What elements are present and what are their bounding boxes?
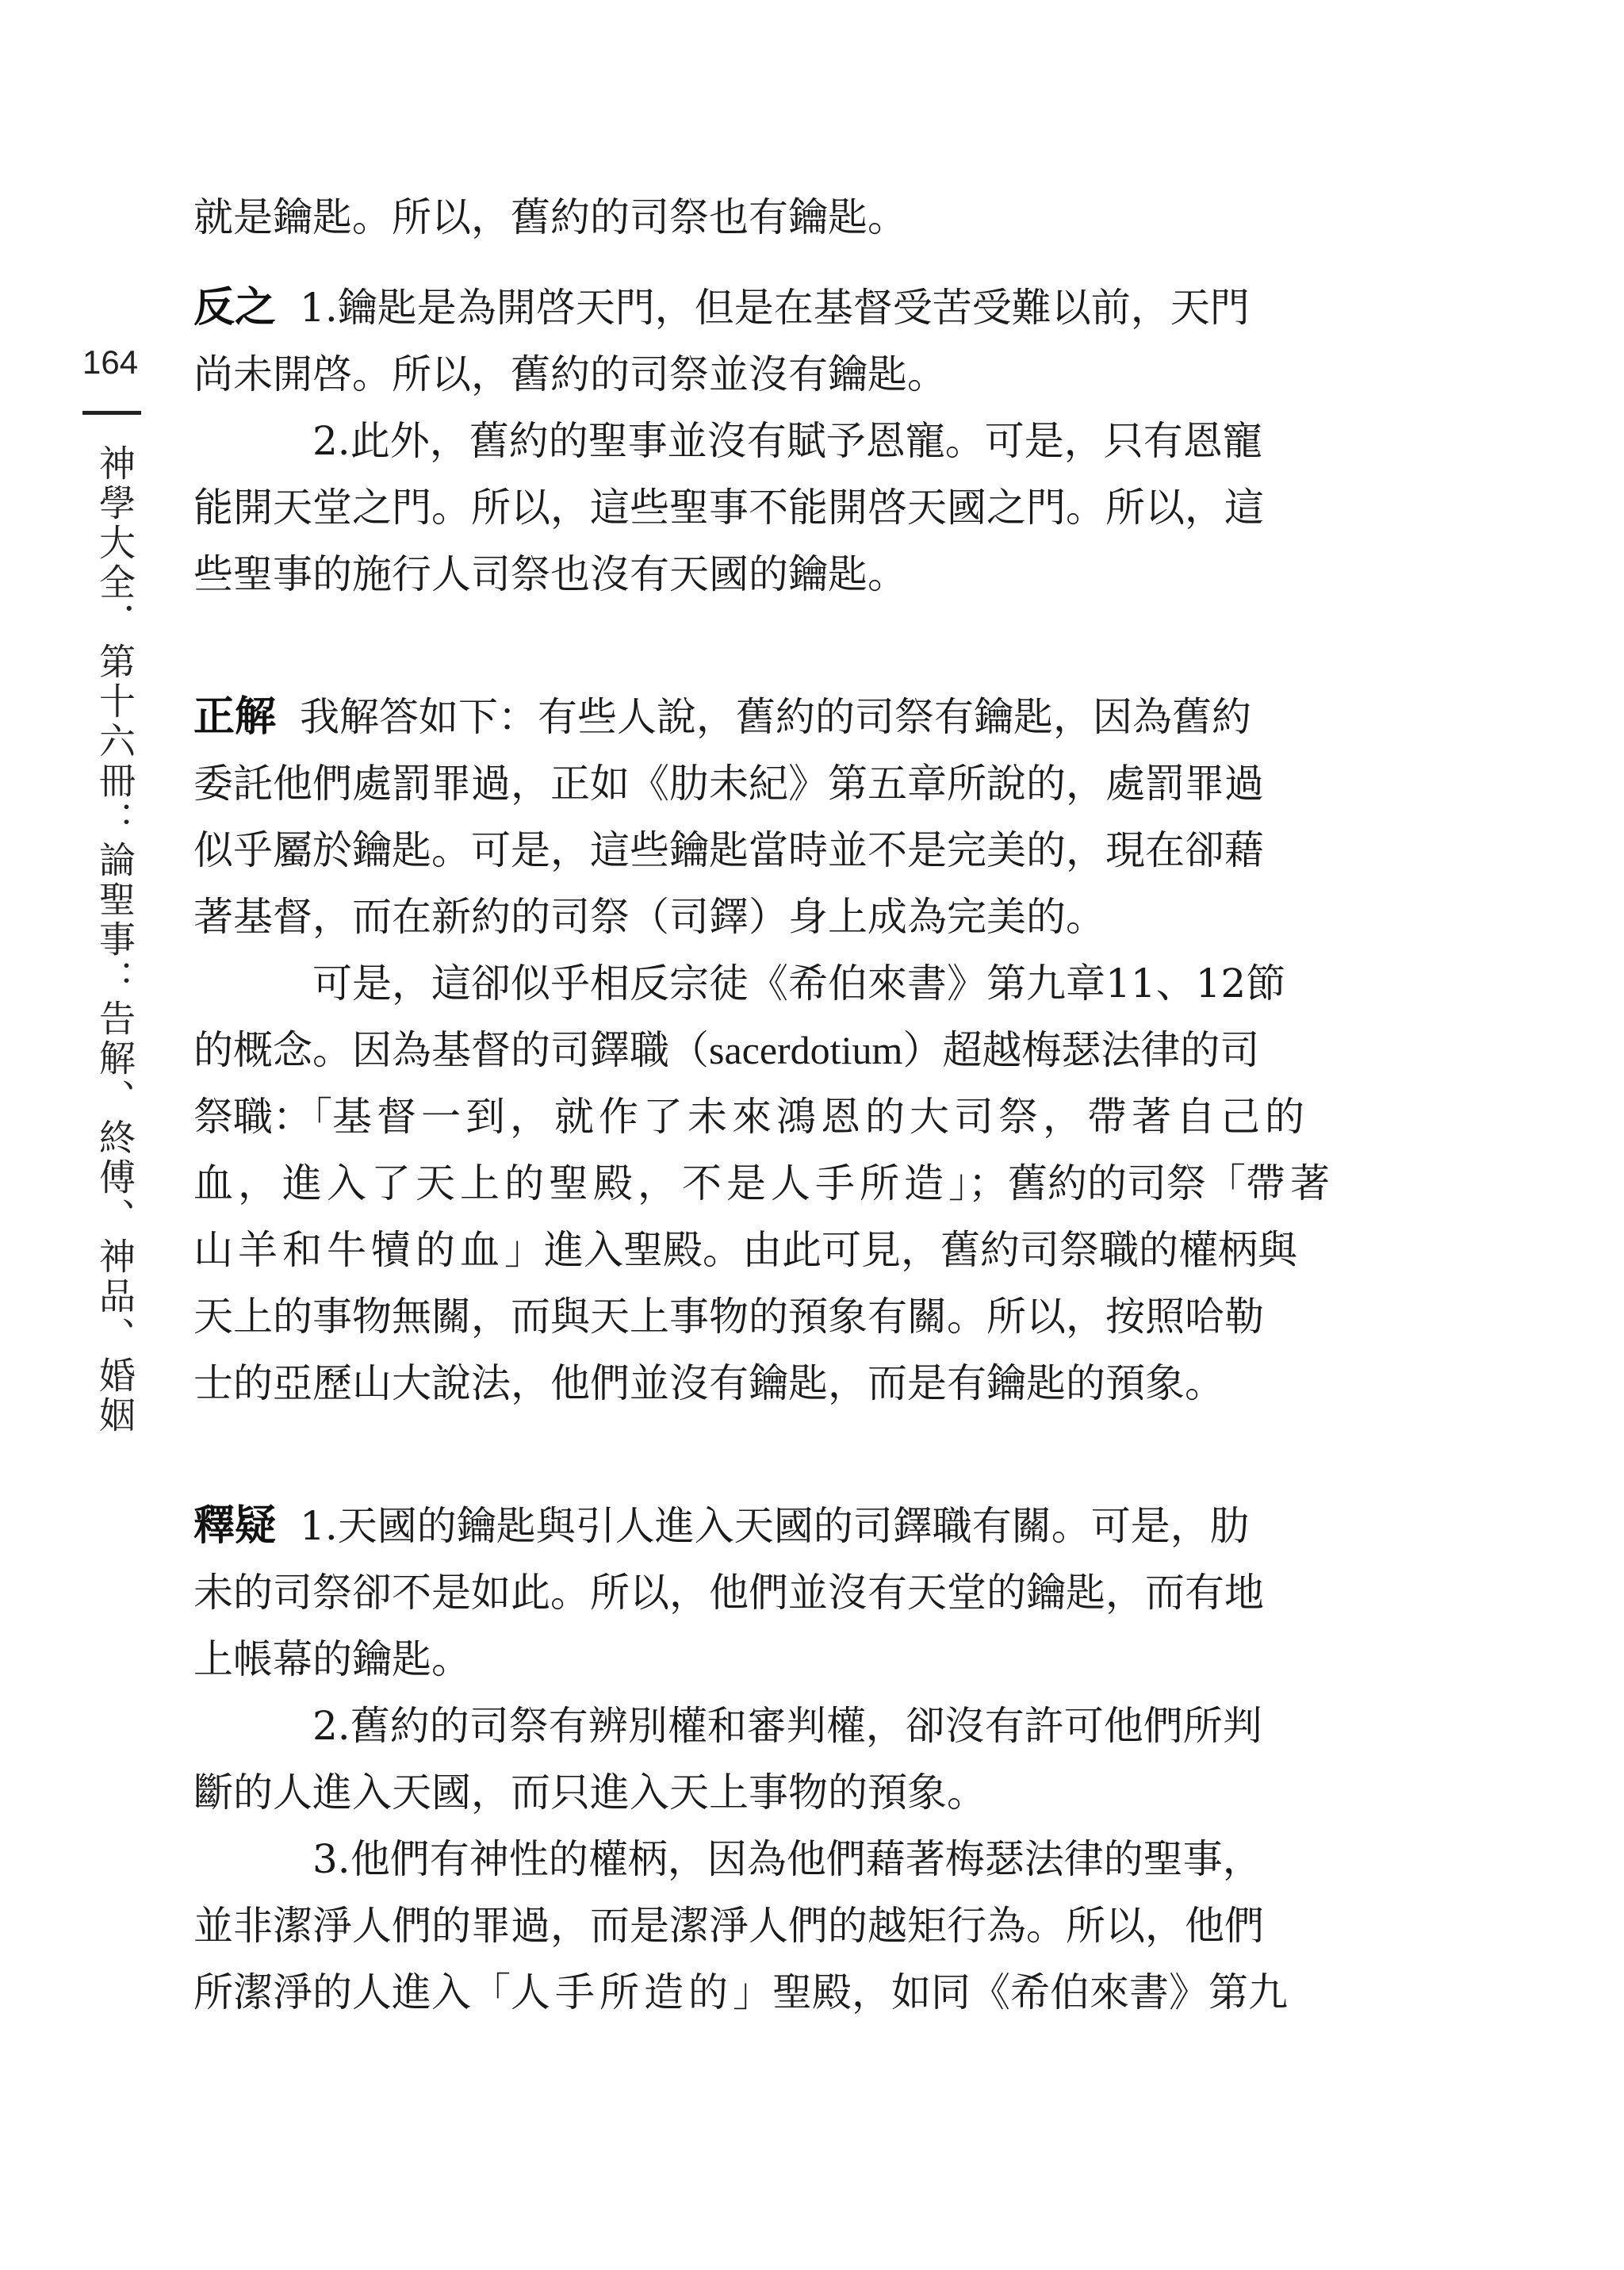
section-label: 反之: [193, 284, 277, 332]
scripture-quote: 人手所造的: [511, 1969, 733, 2015]
running-header: 神學大全．第十六冊：論聖事：告解、終傅、神品、婚姻: [94, 444, 136, 1436]
page-number: 164: [82, 343, 139, 381]
text-run: 」進入聖殿。由此可見，舊約司祭職的權柄與: [504, 1227, 1297, 1273]
section-label: 釋疑: [193, 1502, 277, 1550]
text-line: [193, 1959, 1335, 2026]
text-run: 1.鑰匙是為開啓天門，但是在基督受苦受難以前，天門: [300, 285, 1250, 331]
text-line: 似乎屬於鑰匙。可是，這些鑰匙當時並不是完美的，現在卻藉: [193, 827, 1264, 873]
text-run: 我解答如下：有些人說，舊約的司祭有鑰匙，因為舊約: [300, 694, 1252, 740]
scripture-quote: 帶著: [1246, 1160, 1335, 1206]
text-run: 所潔淨的人進入「: [193, 1969, 511, 2015]
text-line: 士的亞歷山大說法，他們並沒有鑰匙，而是有鑰匙的預象。: [193, 1360, 1224, 1406]
text-line: 可是，這卻似乎相反宗徒《希伯來書》第九章11、12節: [312, 961, 1286, 1007]
text-line: 就是鑰匙。所以，舊約的司祭也有鑰匙。: [193, 194, 907, 240]
text-run: 的概念。因為基督的司鐸職（: [193, 1027, 709, 1073]
latin-term: sacerdotium: [709, 1028, 903, 1072]
text-line: 2.舊約的司祭有辨別權和審判權，卻沒有許可他們所判: [312, 1703, 1262, 1749]
text-line: 著基督，而在新約的司祭（司鐸）身上成為完美的。: [193, 894, 1105, 940]
scripture-quote: 血，進入了天上的聖殿，不是人手所造: [193, 1160, 948, 1206]
text-line: 些聖事的施行人司祭也沒有天國的鑰匙。: [193, 551, 907, 597]
text-run: 」；舊約的司祭「: [948, 1160, 1246, 1206]
scripture-quote: 山羊和牛犢的血: [193, 1227, 504, 1273]
text-line: [193, 1150, 1335, 1217]
section-replies: [193, 1493, 1335, 2026]
text-run: ）超越梅瑟法律的司: [902, 1027, 1260, 1073]
carryover-paragraph: [193, 184, 1335, 251]
text-line: 斷的人進入天國，而只進入天上事物的預象。: [193, 1770, 986, 1816]
text-line: 3.他們有神性的權柄，因為他們藉著梅瑟法律的聖事，: [312, 1836, 1262, 1882]
text-line: 上帳幕的鑰匙。: [193, 1636, 471, 1682]
text-line: [193, 1493, 1335, 1559]
text-line: [193, 1217, 1335, 1283]
text-run: 祭職：「: [193, 1094, 332, 1140]
section-answer: [193, 684, 1335, 1417]
margin-rule: [82, 411, 141, 415]
text-line: [193, 684, 1335, 750]
text-line: 能開天堂之門。所以，這些聖事不能開啓天國之門。所以，這: [193, 485, 1264, 531]
text-line: [193, 1083, 1335, 1150]
text-line: 尚未開啓。所以，舊約的司祭並沒有鑰匙。: [193, 351, 947, 397]
text-line: [193, 1017, 1335, 1083]
text-line: 未的司祭卻不是如此。所以，他們並沒有天堂的鑰匙，而有地: [193, 1570, 1264, 1616]
text-line: [193, 274, 1335, 341]
text-line: 天上的事物無關，而與天上事物的預象有關。所以，按照哈勒: [193, 1294, 1264, 1340]
section-on-the-contrary: [193, 274, 1335, 608]
text-run: 」聖殿，如同《希伯來書》第九: [733, 1969, 1288, 2015]
text-line: 並非潔淨人們的罪過，而是潔淨人們的越矩行為。所以，他們: [193, 1903, 1264, 1949]
main-text: [193, 184, 1335, 2026]
text-line: 委託他們處罰罪過，正如《肋未紀》第五章所說的，處罰罪過: [193, 761, 1264, 807]
section-label: 正解: [193, 693, 277, 741]
scripture-quote: 基督一到，就作了未來鴻恩的大司祭，帶著自己的: [332, 1094, 1309, 1140]
text-line: 2.此外，舊約的聖事並沒有賦予恩寵。可是，只有恩寵: [312, 418, 1262, 464]
text-run: 1.天國的鑰匙與引人進入天國的司鐸職有關。可是，肋: [300, 1503, 1250, 1549]
